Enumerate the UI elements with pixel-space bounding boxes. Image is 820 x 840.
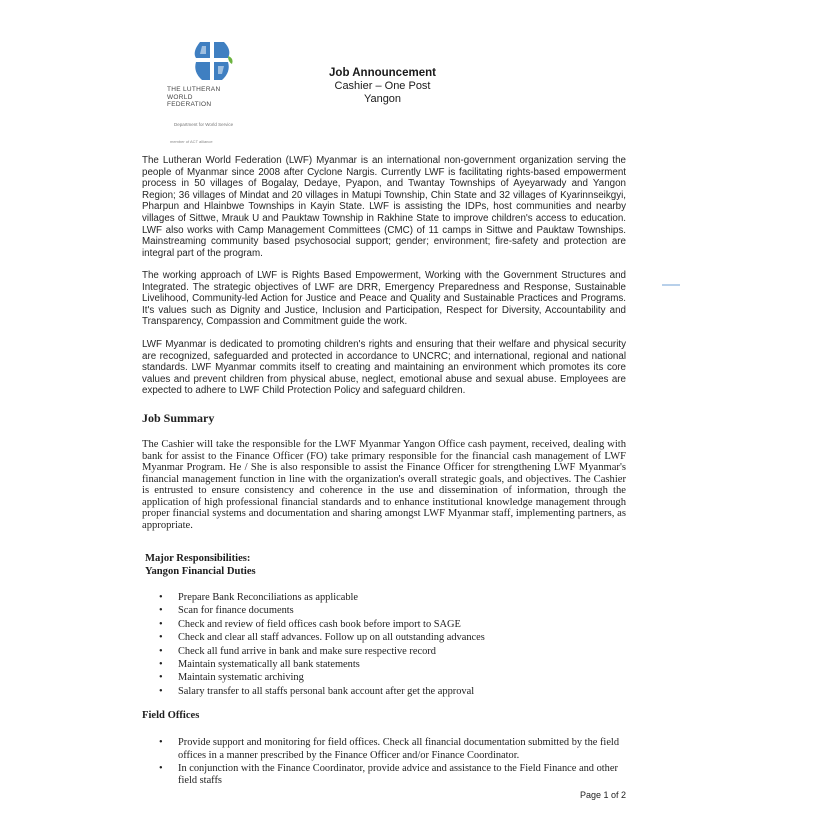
announcement-title: Job Announcement xyxy=(329,67,436,79)
list-item xyxy=(142,591,626,604)
position-title: Cashier – One Post xyxy=(334,80,431,92)
list-item xyxy=(142,671,626,684)
announcement-header xyxy=(300,66,465,106)
list-item-text: Scan for finance documents xyxy=(178,605,294,617)
bullet-icon: • xyxy=(159,762,163,774)
list-item xyxy=(142,685,626,698)
responsibilities-heading: Major Responsibilities: xyxy=(145,553,251,564)
list-item-text: Prepare Bank Reconciliations as applicable xyxy=(178,592,359,603)
location: Yangon xyxy=(363,93,402,105)
bullet-icon: • xyxy=(159,737,163,748)
list-item-text: Maintain systematic archiving xyxy=(178,672,304,684)
field-offices-heading: Field Offices xyxy=(142,710,200,721)
logo-member-tag: member of ACT alliance xyxy=(170,139,213,144)
intro-paragraph-3: LWF Myanmar is dedicated to promoting children's rights and ensuring that their welfare and physical security are recognized, safeguarded and protected in accordance to UNCRC; and international, regional and national standards. LWF Myanmar commits itself to creating and maintaining an environment which promotes its core values and prevent children from physical abuse, neglect, emotional abuse and sexual abuse. Employees are expected to adhere to LWF Child Protection Policy and safeguard children. xyxy=(142,339,626,397)
lwf-logo xyxy=(190,40,250,84)
list-item xyxy=(142,737,626,762)
logo-department: Department for World Service xyxy=(174,122,234,127)
list-item xyxy=(142,631,626,644)
list-item xyxy=(142,645,626,658)
job-summary-text: The Cashier will take the responsible for the LWF Myanmar Yangon Office cash payment, received, dealing with bank for assist to the Finance Officer (FO) take primary responsible for the financial cash management of LWF Myanmar Program. He / She is also responsible to assist the Finance Officer for strengthening LWF Myanmar's financial management function in line with the organization's overall strategic goals, and objectives. The Cashier is entrusted to ensure consistency and coherence in the use and dissemination of information, through the application of high professional financial standards and to enhance institutional knowledge management through proper financial systems and documentation and sharing amongst LWF Myanmar staff, implementing partners, as appropriate. xyxy=(142,439,626,531)
list-item-text: Check all fund arrive in bank and make sure respective record xyxy=(178,645,436,657)
intro-paragraph-1: The Lutheran World Federation (LWF) Myanmar is an international non-government organization serving the people of Myanmar since 2008 after Cyclone Nargis. Currently LWF is facilitating rights-based empowerment process in 50 villages of Bogalay, Dedaye, Pyapon, and Twantay Townships of Ayeyarwady and Yangon Region; 36 villages of Mindat and 20 villages in Matupi Township, Chin State and 32 villages of Kyarinnseikgyi, Pharpun and Hlainbwe Townships in Kayin State. LWF is assisting the IDPs, host communities and nearby villages of Sittwe, Mrauk U and Pauktaw Township in Rakhine State to improve children's access to education. LWF also works with Camp Management Committees (CMC) of 11 camps in Sittwe and Pauktaw Townships. Mainstreaming community based psychosocial support; gender; environment; fire-safety and protection are integral part of the program. xyxy=(142,155,626,259)
lwf-emblem-icon xyxy=(190,40,236,84)
yangon-duties-subheading: Yangon Financial Duties xyxy=(145,566,256,577)
bullet-icon: • xyxy=(159,645,163,657)
list-item xyxy=(142,604,626,617)
yangon-duties-list xyxy=(142,591,626,698)
list-item-text: Check and review of field offices cash book before import to SAGE xyxy=(178,618,461,630)
list-item-text: Provide support and monitoring for field offices. Check all financial documentation submitted by the field offices in a manner prescribed by the Finance Officer and/or Finance Coordinator. xyxy=(178,737,620,761)
list-item-text: Check and clear all staff advances. Follow up on all outstanding advances xyxy=(178,632,485,644)
bullet-icon: • xyxy=(159,592,163,603)
list-item xyxy=(142,618,626,631)
list-item-text: Salary transfer to all staffs personal bank account after get the approval xyxy=(178,685,475,697)
logo-org-name: THE LUTHERAN WORLD FEDERATION xyxy=(167,86,221,108)
field-offices-list xyxy=(142,737,626,788)
bullet-icon: • xyxy=(159,659,163,671)
bullet-icon: • xyxy=(159,632,163,644)
bullet-icon: • xyxy=(159,685,163,697)
list-item-text: Maintain systematically all bank statements xyxy=(178,659,360,671)
list-item-text: In conjunction with the Finance Coordinator, provide advice and assistance to the Field Finance and other field staffs xyxy=(178,762,618,787)
bullet-icon: • xyxy=(159,618,163,630)
margin-mark xyxy=(662,284,680,286)
intro-paragraph-2: The working approach of LWF is Rights Based Empowerment, Working with the Government Structures and Integrated. The strategic objectives of LWF are DRR, Emergency Preparedness and Response, Sustainable Livelihood, Community-led Action for Justice and Peace and Quality and Sustainable Practices and Programs. It's values such as Dignity and Justice, Inclusion and Participation, Respect for Diversity, Accountability and Transparency, Compassion and Commitment guide the work. xyxy=(142,270,626,328)
bullet-icon: • xyxy=(159,672,163,684)
page-number: Page 1 of 2 xyxy=(580,790,627,800)
job-summary-heading: Job Summary xyxy=(142,411,215,425)
list-item xyxy=(142,658,626,671)
list-item xyxy=(142,763,626,788)
bullet-icon: • xyxy=(159,605,163,617)
